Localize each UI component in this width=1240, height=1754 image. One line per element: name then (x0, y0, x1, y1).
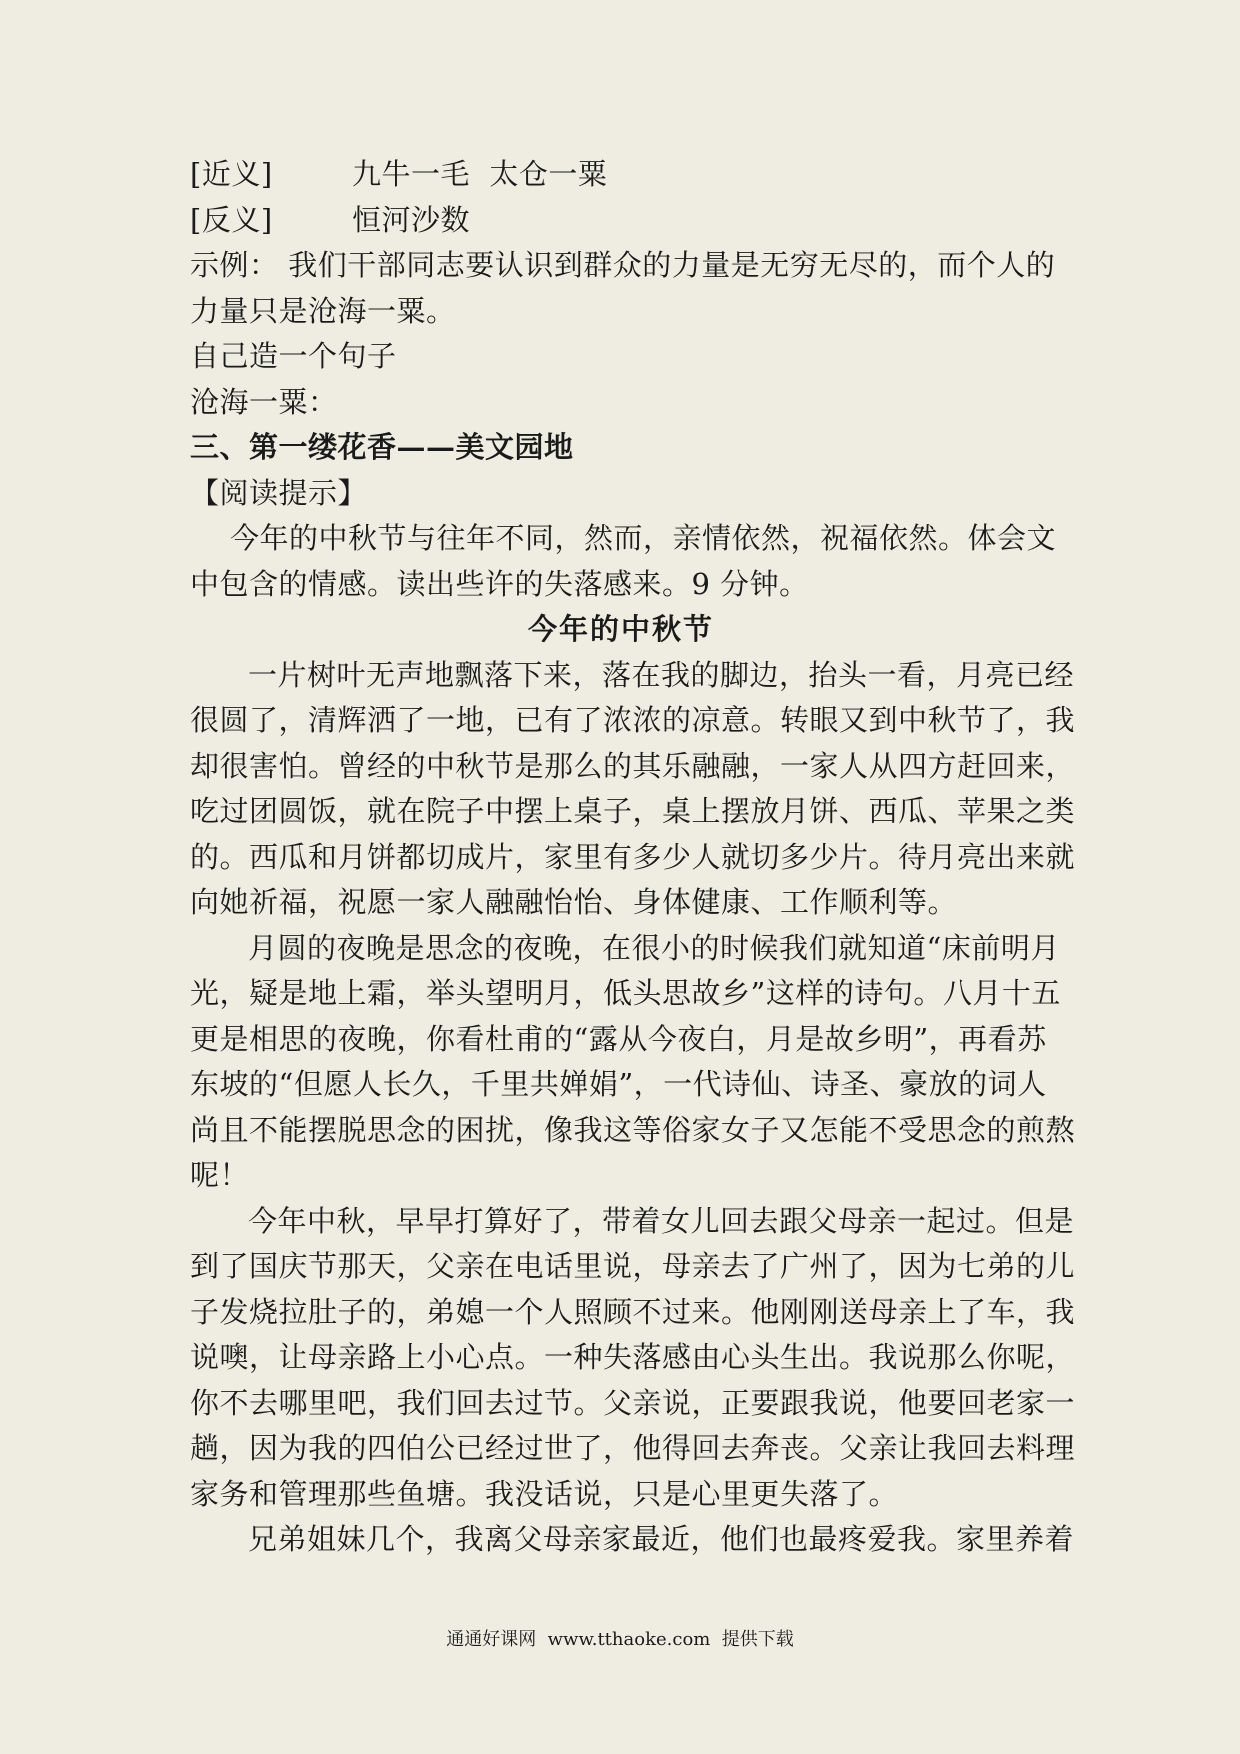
synonym-text: 九牛一毛 太仓一粟 (352, 157, 608, 191)
article-line: 尚且不能摆脱思念的困扰，像我这等俗家女子又怎能不受思念的煎熬 (190, 1112, 1076, 1147)
antonym-tag: [反义] (190, 202, 273, 237)
article-line: 向她祈福，祝愿一家人融融怡怡、身体健康、工作顺利等。 (190, 885, 958, 919)
antonym-text: 恒河沙数 (352, 202, 471, 237)
example-line-1: 示例： 我们干部同志要认识到群众的力量是无穷无尽的，而个人的 (190, 248, 1056, 282)
article-line: 的。西瓜和月饼都切成片，家里有多少人就切多少片。待月亮出来就 (190, 839, 1076, 874)
article-line: 你不去哪里吧，我们回去过节。父亲说，正要跟我说，他要回老家一 (190, 1385, 1076, 1420)
section-heading: 三、第一缕花香——美文园地 (190, 430, 574, 464)
article-line: 更是相思的夜晚，你看杜甫的“露从今夜白，月是故乡明”，再看苏 (190, 1021, 1047, 1056)
page-footer: 通通好课网 www.tthaoke.com 提供下载 (446, 1629, 794, 1650)
article-line: 吃过团圆饭，就在院子中摆上桌子，桌上摆放月饼、西瓜、苹果之类 (190, 794, 1076, 828)
article-line: 今年中秋，早早打算好了，带着女儿回去跟父母亲一起过。但是 (248, 1203, 1075, 1238)
article-line: 光，疑是地上霜，举头望明月，低头思故乡”这样的诗句。八月十五 (190, 976, 1061, 1010)
article-line: 趟，因为我的四伯公已经过世了，他得回去奔丧。父亲让我回去料理 (190, 1431, 1076, 1465)
document-body (190, 152, 1076, 1563)
article-line: 到了国庆节那天，父亲在电话里说，母亲去了广州了，因为七弟的儿 (190, 1249, 1076, 1283)
reading-tip-line-2: 中包含的情感。读出些许的失落感来。9 分钟。 (190, 566, 809, 601)
article-line: 很圆了，清辉洒了一地，已有了浓浓的凉意。转眼又到中秋节了，我 (190, 703, 1076, 737)
article-title: 今年的中秋节 (527, 612, 714, 646)
exercise-word: 沧海一粟： (190, 384, 338, 419)
article-line: 子发烧拉肚子的，弟媳一个人照顾不过来。他刚刚送母亲上了车，我 (190, 1294, 1076, 1329)
synonym-tag: [近义] (190, 157, 273, 191)
exercise-prompt: 自己造一个句子 (190, 339, 397, 373)
article-line: 东坡的“但愿人长久，千里共婵娟”，一代诗仙、诗圣、豪放的词人 (190, 1067, 1047, 1101)
article-line: 家务和管理那些鱼塘。我没话说，只是心里更失落了。 (190, 1476, 899, 1511)
article-line: 却很害怕。曾经的中秋节是那么的其乐融融，一家人从四方赶回来， (190, 748, 1076, 783)
article-line: 月圆的夜晚是思念的夜晚，在很小的时候我们就知道“床前明月 (248, 930, 1060, 965)
article-line: 说噢，让母亲路上小心点。一种失落感由心头生出。我说那么你呢， (190, 1340, 1076, 1374)
article-line: 呢！ (190, 1158, 250, 1192)
article-line: 兄弟姐妹几个，我离父母亲家最近，他们也最疼爱我。家里养着 (248, 1522, 1075, 1556)
reading-tip-line-1: 今年的中秋节与往年不同，然而，亲情依然，祝福依然。体会文 (230, 521, 1057, 555)
example-line-2: 力量只是沧海一粟。 (190, 293, 456, 328)
antonym-line (190, 198, 1052, 244)
synonym-line (190, 152, 1052, 198)
reading-tip-label: 【阅读提示】 (190, 475, 368, 510)
article-line: 一片树叶无声地飘落下来，落在我的脚边，抬头一看，月亮已经 (248, 657, 1075, 692)
